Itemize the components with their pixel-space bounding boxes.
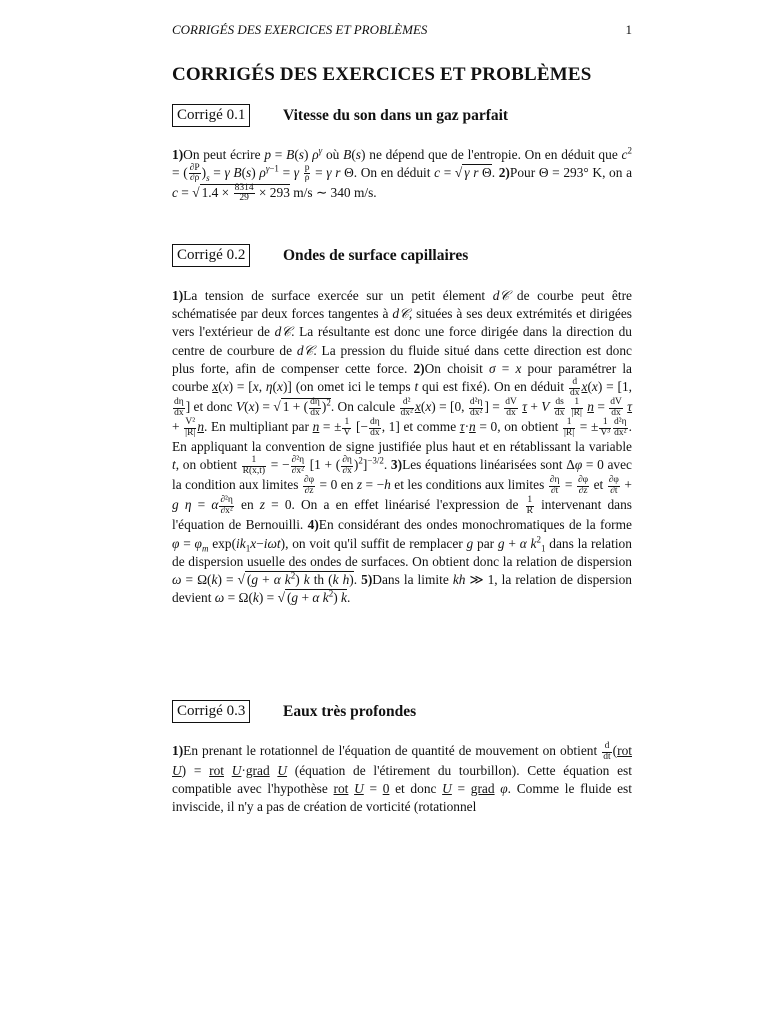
running-header <box>172 22 632 42</box>
section-0-1-body: 1)On peut écrire p = B(s) $\rho^\gamma$ où B(s) ne dépend que de l'entropie. On en déduit que $c^2$ = ( $\frac{\partial P}{\partial\rho}$ )$_s = \gamma$ B(s) $\rho^{\gamma-1} = \gamma$ $\frac{p}{\rho}$ = γ r Θ. On en déduit c = √ γ r Θ. 2)Pour Θ = 293° K, on a c = √ 1.4 × $\frac{8314}{29}$ × 293 m/s ∼ 340 m/s. <box>172 145 633 204</box>
section-title: Eaux très profondes <box>283 703 417 720</box>
section-0-3-body: 1)En prenant le rotationnel de l'équation de quantité de mouvement on obtient $\frac{d}{dt}$ (rot U) = rot U·grad U (équation de l'étirement du tourbillon). Cette équation est compatible avec l'hypothèse rot U = 0 et donc U = grad φ. Comme le fluide est inviscide, il n'y a pas de création de vorticité (rotationnel <box>172 741 632 814</box>
section-label-box: Corrigé 0.1 <box>172 104 250 127</box>
section-heading-0-3 <box>172 700 417 728</box>
section-label-box: Corrigé 0.2 <box>172 244 250 267</box>
page-number: 1 <box>625 22 632 37</box>
running-title: CORRIGÉS DES EXERCICES ET PROBLÈMES <box>172 22 428 37</box>
section-0-2-body: 1)La tension de surface exercée sur un petit élement d𝒞 de courbe peut être schématisée par deux forces tangentes à d𝒞, situées à ses deux extrémités et dirigées vers l'extérieur de d𝒞. La résultante est donc une force dirigée dans la direction du centre de courbure de d𝒞. La pression du fluide situé dans cette direction est donc plus forte, afin de compenser cette force. 2)On choisit σ = x pour paramétrer la courbe x(x) = [x, η(x)] (on omet ici le temps t qui est fixé). On en déduit $\frac{d}{dx}$ x(x) = [1, $\frac{d\eta}{dx}$ ] et donc V(x) = √ 1 + ( $\frac{d\eta}{dx}$ )$^2$. On calcule $\frac{\text{d²}}{\text{dx²}}$ x(x) = [0, $\frac{\text{d²η}}{\text{dx²}}$ ] = $\frac{dV}{dx}$ τ + V $\frac{ds}{dx}$ $\frac{1}{|R|}$ n = $\frac{dV}{dx}$ τ + $\frac{\text{V²}}{|R|}$ n. En multipliant par n = ± $\frac{1}{V}$ [− $\frac{d\eta}{dx}$ , 1] et comme τ·n = 0, on obtient $\frac{1}{|R|}$ = ± $\frac{1}{\text{V³}}$ $\frac{\text{d²η}}{\text{dx²}}$ . En appliquant la convention de signe justifiée plus haut et en rétablissant la variable t, on obtient $\frac{1}{R(x,t)}$ = − $\frac{\text{∂²η}}{\text{∂x²}}$ [1 + ( $\frac{\partial\eta}{\partial x}$ )$^2$]$^{-3/2}$. 3)Les équations linéarisées sont Δφ = 0 avec la condition aux limites $\frac{\partial\varphi}{\partial z}$ = 0 en z = −h et les conditions aux limites $\frac{\partial\eta}{\partial t}$ = $\frac{\partial\varphi}{\partial z}$ et $\frac{\partial\varphi}{\partial t}$ + g η = α $\frac{\text{∂²η}}{\text{∂x²}}$ en z = 0. On a en effet linéarisé l'expression de $\frac{1}{R}$ intervenant dans l'équation de Bernouilli. 4)En considérant des ondes monochromatiques de la forme $\varphi = \varphi_m$ $\exp(ik_1x-i\omega t)$, on voit qu'il suffit de remplacer g par g + α $k^2_1$ dans la relation de dispersion usuelle des ondes de surfaces. On obtient donc la relation de dispersion ω = Ω(k) = √ (g + α $k^2$) k th (k h). 5)Dans la limite kh ≫ 1, la relation de dispersion devient ω = Ω(k) = √ (g + α $k^2$) k. <box>172 288 633 606</box>
section-heading-0-1 <box>172 104 509 132</box>
section-title: Vitesse du son dans un gaz parfait <box>283 107 509 124</box>
chapter-title: CORRIGÉS DES EXERCICES ET PROBLÈMES <box>172 64 592 85</box>
section-title: Ondes de surface capillaires <box>283 247 469 264</box>
section-label-box: Corrigé 0.3 <box>172 700 250 723</box>
section-heading-0-2 <box>172 244 469 272</box>
